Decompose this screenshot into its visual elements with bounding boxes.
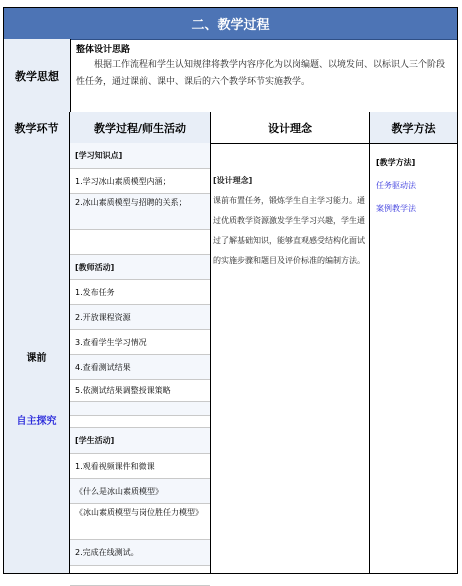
stage-name: 课前 <box>26 353 47 364</box>
method-column <box>370 143 457 573</box>
process-section-heading: [学生活动] <box>70 428 210 454</box>
header-concept: 设计理念 <box>211 112 370 143</box>
process-item <box>70 402 210 416</box>
design-idea-title: 整体设计思路 <box>76 45 131 55</box>
concept-column <box>211 143 370 573</box>
header-stage: 教学环节 <box>4 112 70 143</box>
teaching-thought-row <box>4 39 457 113</box>
process-item: 3.查看学生学习情况 <box>70 330 210 355</box>
stage-subtitle: 自主探究 <box>16 416 57 427</box>
method-item: 任务驱动法 <box>376 181 416 190</box>
process-item: 2.开放课程资源 <box>70 305 210 330</box>
section-banner: 二、教学过程 <box>4 8 457 40</box>
teaching-thought-label: 教学思想 <box>4 39 71 112</box>
process-item: 5.依测试结果调整授课策略 <box>70 380 210 402</box>
process-section-heading: [学习知识点] <box>70 143 210 169</box>
method-block <box>376 151 453 220</box>
header-method: 教学方法 <box>370 112 457 143</box>
column-header-row <box>4 112 457 144</box>
process-section-heading: [教师活动] <box>70 255 210 280</box>
method-item: 案例教学法 <box>376 204 416 213</box>
process-item <box>70 566 210 586</box>
process-column <box>70 143 211 573</box>
process-item: 4.查看测试结果 <box>70 355 210 380</box>
teaching-process-table <box>3 7 458 574</box>
process-item: 1.发布任务 <box>70 280 210 305</box>
process-item <box>70 230 210 255</box>
process-item <box>70 416 210 428</box>
teaching-thought-body <box>76 43 451 91</box>
concept-block <box>213 171 365 271</box>
concept-title: [设计理念] <box>213 176 253 185</box>
process-item: 《什么是冰山素质模型》 <box>70 479 210 504</box>
process-item: 1.学习冰山素质模型内涵； <box>70 169 210 194</box>
design-idea-text: 根据工作流程和学生认知规律将教学内容序化为以岗编题、以境发问、以标识人三个阶段性任务，通过课前、课中、课后的六个教学环节实施教学。 <box>76 60 446 87</box>
process-item: 2.完成在线测试。 <box>70 540 210 566</box>
header-process: 教学过程/师生活动 <box>70 112 211 143</box>
process-item: 2.冰山素质模型与招聘的关系； <box>70 194 210 230</box>
process-item: 《冰山素质模型与岗位胜任力模型》 <box>70 504 210 540</box>
concept-text: 课前布置任务，锻炼学生自主学习能力。通过优质教学资源激发学生学习兴趣，学生通过了解基础知识，能够直观感受结构化面试的实施步骤和题目及评价标准的编制方法。 <box>213 196 365 265</box>
method-title: [教学方法] <box>376 158 416 167</box>
process-item: 1.观看视频课件和微课 <box>70 454 210 479</box>
stage-column <box>4 143 70 573</box>
